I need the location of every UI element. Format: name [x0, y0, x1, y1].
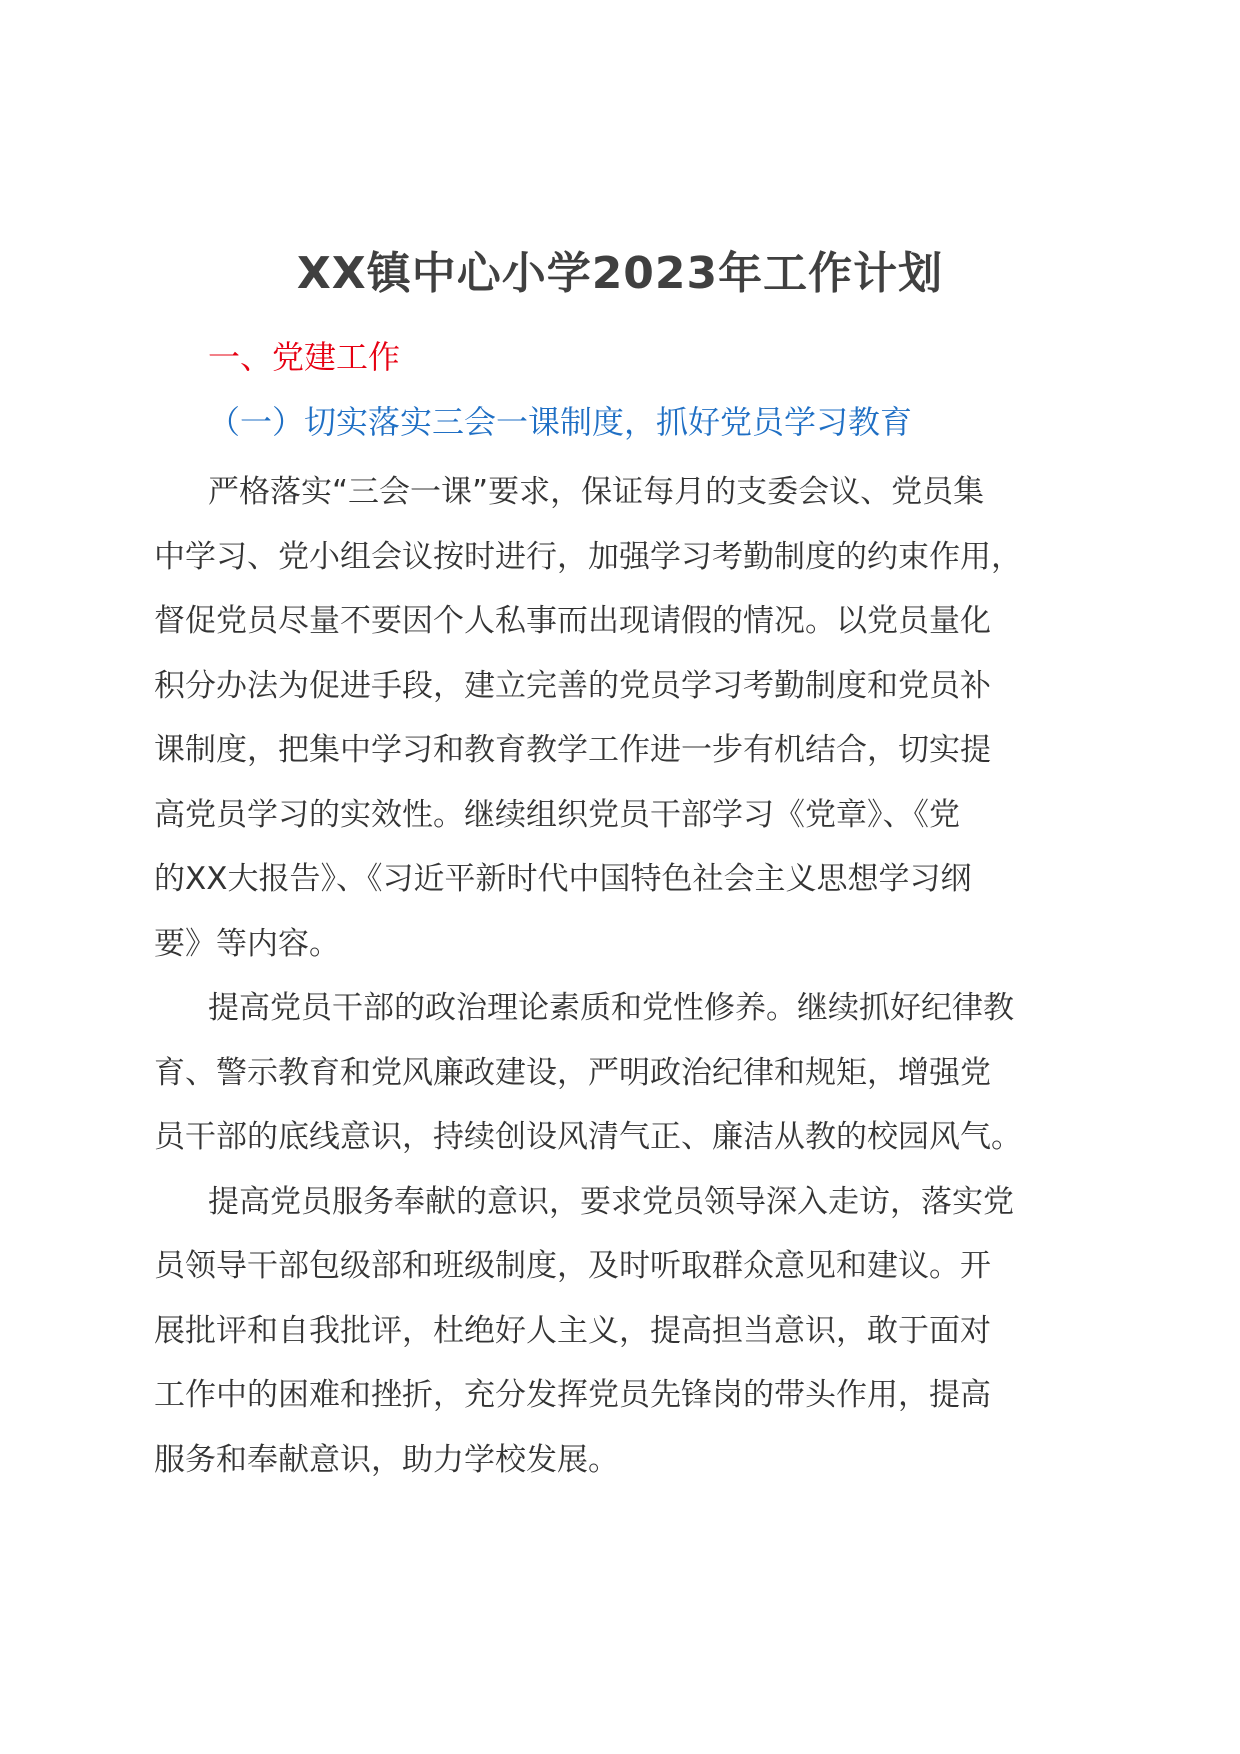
paragraph-line: 员干部的底线意识，持续创设风清气正、廉洁从教的校园风气。 [154, 1119, 1022, 1155]
paragraph-2 [154, 976, 1094, 1170]
section-heading: 一、党建工作 [208, 338, 401, 376]
paragraph-line: 积分办法为促进手段，建立完善的党员学习考勤制度和党员补 [154, 667, 991, 704]
document-body [154, 460, 1094, 1492]
paragraph-1 [154, 460, 1094, 976]
paragraph-line: 展批评和自我批评，杜绝好人主义，提高担当意识，敢于面对 [154, 1312, 991, 1349]
paragraph-line: 提高党员服务奉献的意识，要求党员领导深入走访，落实党 [208, 1183, 1014, 1220]
paragraph-line: 育、警示教育和党风廉政建设，严明政治纪律和规矩，增强党 [154, 1054, 991, 1091]
sub-heading: （一）切实落实三会一课制度，抓好党员学习教育 [208, 403, 913, 441]
paragraph-3 [154, 1170, 1094, 1493]
paragraph-line: 严格落实“三会一课”要求，保证每月的支委会议、党员集 [208, 474, 985, 510]
paragraph-line: 的XX大报告》、《习近平新时代中国特色社会主义思想学习纲 [154, 861, 972, 897]
paragraph-line: 高党员学习的实效性。继续组织党员干部学习《党章》、《党 [154, 796, 960, 833]
paragraph-line: 工作中的困难和挫折，充分发挥党员先锋岗的带头作用，提高 [154, 1377, 991, 1413]
paragraph-line: 课制度，把集中学习和教育教学工作进一步有机结合，切实提 [154, 732, 991, 768]
paragraph-line: 提高党员干部的政治理论素质和党性修养。继续抓好纪律教 [208, 990, 1014, 1026]
paragraph-line: 中学习、党小组会议按时进行，加强学习考勤制度的约束作用， [154, 538, 1022, 575]
document-title: XX镇中心小学2023年工作计划 [296, 248, 944, 299]
paragraph-line: 督促党员尽量不要因个人私事而出现请假的情况。以党员量化 [154, 603, 991, 639]
paragraph-line: 要》等内容。 [154, 925, 340, 962]
paragraph-line: 员领导干部包级部和班级制度，及时听取群众意见和建议。开 [154, 1248, 991, 1284]
paragraph-line: 服务和奉献意识，助力学校发展。 [154, 1441, 619, 1478]
